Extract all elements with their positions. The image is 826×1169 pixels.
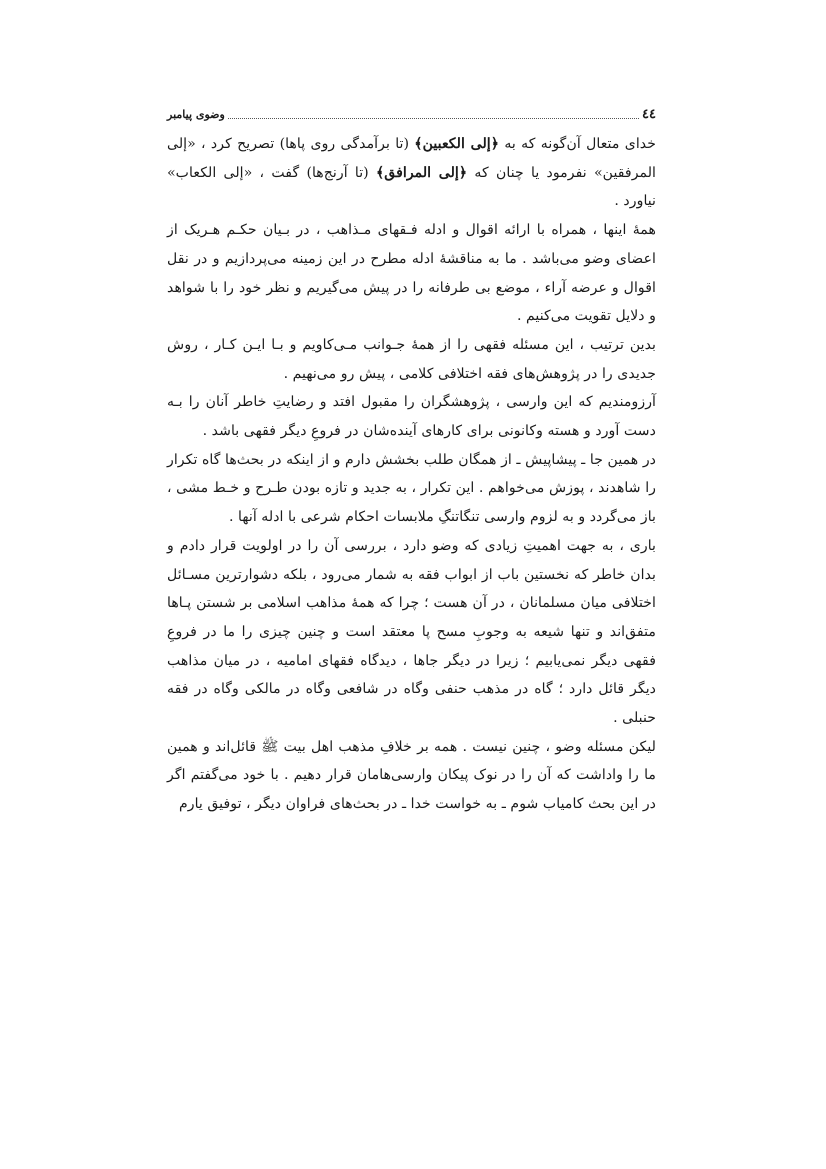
quranic-phrase: ﴿إلی الکعبین﴾ [414,136,500,152]
running-title: وضوی پیامبر [167,107,225,121]
paragraph: در همین جا ـ پیشاپیش ـ از همگان طلب بخشش دارم و از اینکه در بحث‌ها گاه تکرار را شاهدند ، پوزش می‌خواهم . این تکرار ، به جدید و تازه بودن طـرح و خـط مشی ، باز می‌گردد و به لزوم وارسی تنگاتنگِ ملابسات احکام شرعی با ادله آنها . [167,451,656,526]
page-number: ٤٤ [642,106,656,122]
paragraph: بدین ترتیب ، این مسئله فقهی را از همهٔ جـوانب مـی‌کاویم و بـا ایـن کـار ، روش جدیدی را در پژوهش‌های فقه اختلافی کلامی ، پیش رو می‌نهیم . [167,336,656,382]
paragraph: باری ، به جهت اهمیتِ زیادی که وضو دارد ، بررسی آن را در اولویت قرار دادم و بدان خاطر که نخستین باب از ابواب فقه به شمار می‌رود ، بلکه دشوارترین مسـائل اختلافی میان مسلمانان ، در آن هست ؛ چرا که همهٔ مذاهب اسلامی بر شستن پـاها متفق‌اند و تنها شیعه به وجوبِ مسح پا معتقد است و چنین چیزی را ما در فروعِ فقهی دیگر نمی‌یابیم ؛ زیرا در دیگر جاها ، دیدگاه فقهای امامیه ، در میان مذاهب دیگر قائل دارد ؛ گاه در مذهب حنفی وگاه در شافعی وگاه در مالکی وگاه در فقه حنبلی . [167,537,656,727]
text-segment: (تا برآمدگی روی پاها) تصریح کرد ، «إلی المرفقین» نفرمود یا چنان که [167,136,656,181]
text-segment: (تا آرنج‌ها) گفت ، «إلی الکعاب» نیاورد . [167,164,656,210]
body-text [167,130,656,819]
header-dot-leader [228,118,639,119]
paragraph: لیکن مسئله وضو ، چنین نیست . همه بر خلافِ مذهب اهل بیت ﷺ قائل‌اند و همین ما را واداشت که آن را در نوک پیکان وارسی‌هامان قرار دهیم . با خود می‌گفتم اگر در این بحث کامیاب شوم ـ به خواست خدا ـ در بحث‌های فراوان دیگر ، توفیق یارم [167,738,656,813]
paragraph: آرزومندیم که این وارسی ، پژوهشگران را مقبول افتد و رضایتِ خاطر آنان را بـه دست آورد و هسته وکانونی برای کارهای آینده‌شان در فروعِ دیگر فقهی باشد . [167,394,656,440]
paragraph [167,130,656,216]
text-segment: خدای متعال آن‌گونه که به [499,136,656,152]
paragraph: همهٔ اینها ، همراه با ارائه اقوال و ادله فـقهای مـذاهب ، در بـیان حکـم هـریک از اعضای وضو می‌باشد . ما به مناقشهٔ ادله مطرح در این زمینه می‌پردازیم و در نقل اقوال و عرضه آراء ، موضع بی طرفانه را در پیش می‌گیریم و نظر خود را با شواهد و دلایل تقویت می‌کنیم . [167,222,656,325]
quranic-phrase: ﴿إلی المرافق﴾ [375,164,468,181]
running-header [167,103,656,125]
